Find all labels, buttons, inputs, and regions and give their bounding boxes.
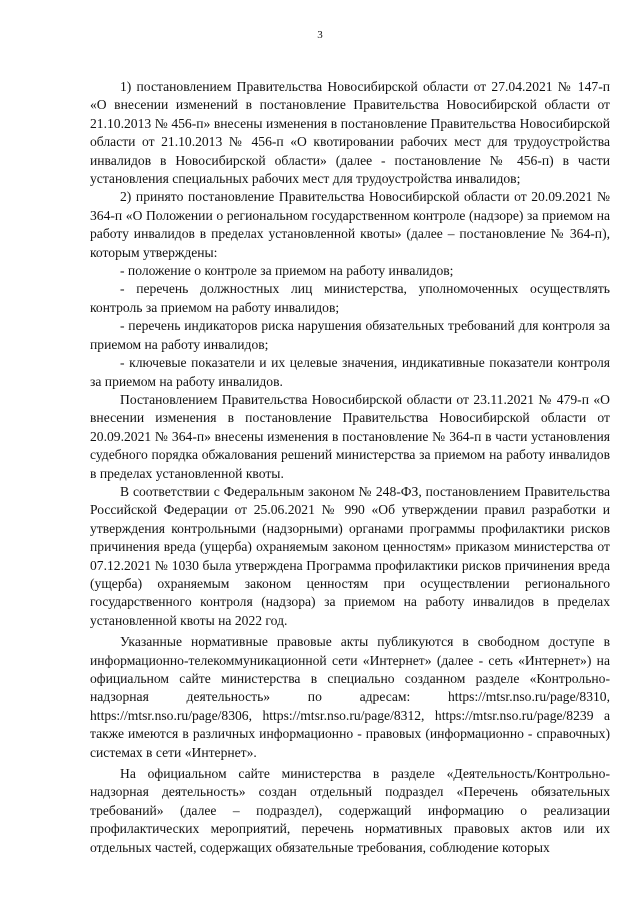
list-item-officials: - перечень должностных лиц министерства, уполномоченных осуществлять контроль за приемом на работу инвалидов;	[90, 281, 610, 315]
paragraph-1: 1) постановлением Правительства Новосибирской области от 27.04.2021 № 147-п «О внесении изменений в постановление Правительства Новосибирской области от 21.10.2013 № 456-п» внесены изменения в постановление Правительства Новосибирской области от 21.10.2013 № 456-п «О квотировании рабочих мест для трудоустройства инвалидов в Новосибирской области» (далее - постановление № 456-п) в части установления специальных рабочих мест для трудоустройства инвалидов;	[90, 79, 610, 187]
paragraph-program: В соответствии с Федеральным законом № 248-ФЗ, постановлением Правительства Российской Федерации от 25.06.2021 № 990 «Об утверждении правил разработки и утверждения контрольными (надзорными) органами программы профилактики рисков причинения вреда (ущерба) охраняемым законом ценностям» приказом министерства от 07.12.2021 № 1030 была утверждена Программа профилактики рисков причинения вреда (ущерба) охраняемым законом ценностям при осуществлении регионального государственного контроля (надзора) за приемом на работу инвалидов в пределах установленной квоты на 2022 год.	[90, 483, 610, 628]
paragraph-publication: Указанные нормативные правовые акты публикуются в свободном доступе в информационно-телекоммуникационной сети «Интернет» (далее - сеть «Интернет») на официальном сайте министерства в специально созданном разделе «Контрольно-надзорная деятельность» по адресам: https://mtsr.nso.ru/page/8310, https://mtsr.nso.ru/page/8306, https://mtsr.nso.ru/page/8312, https://mtsr.nso.ru/page/8239 а также имеются в различных информационно - правовых (информационно - справочных) системах в сети «Интернет».	[90, 634, 610, 760]
paragraph-2: 2) принято постановление Правительства Новосибирской области от 20.09.2021 № 364-п «О Положении о региональном государственном контроле (надзоре) за приемом на работу инвалидов в пределах установленной квоты» (далее – постановление № 364-п), которым утверждены:	[90, 189, 610, 260]
paragraph-amendment: Постановлением Правительства Новосибирской области от 23.11.2021 № 479-п «О внесении изменения в постановление Правительства Новосибирской области от 20.09.2021 № 364-п» внесены изменения в постановление № 364-п в части установления судебного порядка обжалования решений министерства за приемом на работу инвалидов в пределах установленной квоты.	[90, 391, 610, 481]
document-body	[90, 78, 610, 857]
list-item-risk-indicators: - перечень индикаторов риска нарушения обязательных требований для контроля за приемом на работу инвалидов;	[90, 318, 610, 352]
paragraph-website: На официальном сайте министерства в разделе «Деятельность/Контрольно-надзорная деятельность» создан отдельный подраздел «Перечень обязательных требований» (далее – подраздел), содержащий информацию о реализации профилактических мероприятий, перечень нормативных правовых актов или их отдельных частей, содержащих обязательные требования, соблюдение которых	[90, 766, 610, 855]
page-number: 3	[317, 29, 323, 41]
list-item-regulation: - положение о контроле за приемом на работу инвалидов;	[120, 263, 454, 279]
list-item-key-indicators: - ключевые показатели и их целевые значения, индикативные показатели контроля за приемом на работу инвалидов.	[90, 355, 610, 389]
